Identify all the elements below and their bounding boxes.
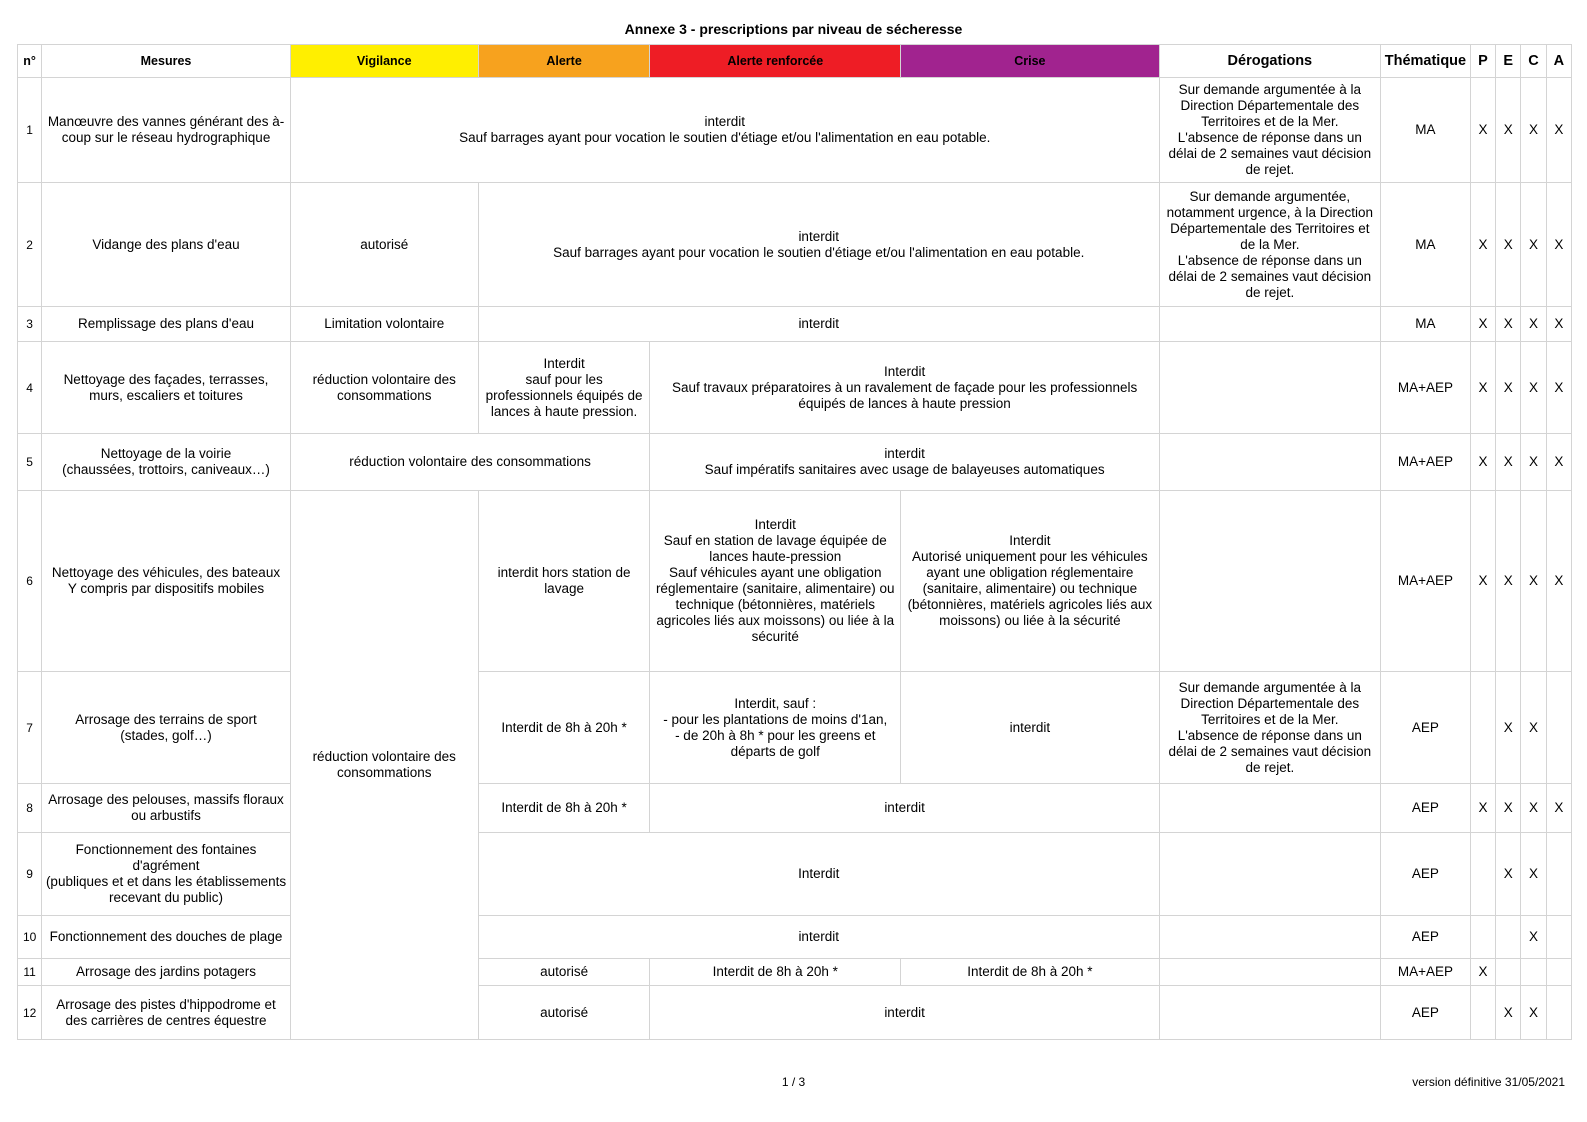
vigilance-cell: autorisé [290,183,478,307]
derogation-cell [1159,958,1380,985]
alerte-cell: Interdit sauf pour les professionnels équipés de lances à haute pression. [478,342,650,434]
thematique-cell: AEP [1380,672,1470,783]
vigilance-shared-cell: réduction volontaire des consommations [290,491,478,1040]
mesure-cell: Arrosage des pelouses, massifs floraux ou arbustifs [42,783,291,833]
c-cell: X [1521,183,1546,307]
renforcee-to-crise-cell: interdit [650,783,1159,833]
row-number: 12 [18,986,42,1040]
e-cell: X [1496,833,1521,916]
header-alerte-renforcee: Alerte renforcée [650,45,901,78]
row-number: 6 [18,491,42,672]
header-thematique: Thématique [1380,45,1470,78]
mesure-cell: Arrosage des jardins potagers [42,958,291,985]
table-row [18,958,1572,985]
derogation-cell [1159,434,1380,491]
thematique-cell: MA+AEP [1380,958,1470,985]
mesure-cell: Nettoyage de la voirie (chaussées, trottoirs, caniveaux…) [42,434,291,491]
table-row [18,306,1572,341]
thematique-cell: AEP [1380,783,1470,833]
p-cell: X [1470,491,1495,672]
crise-cell: Interdit de 8h à 20h * [901,958,1160,985]
p-cell: X [1470,434,1495,491]
e-cell: X [1496,783,1521,833]
derogation-cell [1159,491,1380,672]
derogation-cell [1159,306,1380,341]
e-cell: X [1496,342,1521,434]
prescriptions-table [17,44,1572,1040]
table-row [18,434,1572,491]
c-cell: X [1521,78,1546,183]
mesure-cell: Fonctionnement des fontaines d'agrément (publiques et et dans les établissements recevant du public) [42,833,291,916]
e-cell: X [1496,986,1521,1040]
c-cell: X [1521,986,1546,1040]
alerte-to-crise-cell: interdit [478,916,1159,959]
header-row [18,45,1572,78]
mesure-cell: Vidange des plans d'eau [42,183,291,307]
row-number: 5 [18,434,42,491]
thematique-cell: AEP [1380,916,1470,959]
e-cell [1496,958,1521,985]
e-cell [1496,916,1521,959]
document-title: Annexe 3 - prescriptions par niveau de sécheresse [624,21,963,37]
p-cell [1470,916,1495,959]
thematique-cell: AEP [1380,833,1470,916]
a-cell: X [1546,78,1571,183]
row-number: 11 [18,958,42,985]
c-cell: X [1521,916,1546,959]
p-cell: X [1470,342,1495,434]
header-mesures: Mesures [42,45,291,78]
derogation-cell: Sur demande argumentée à la Direction Départementale des Territoires et de la Mer. L'absence de réponse dans un délai de 2 semaines vaut décision de rejet. [1159,672,1380,783]
row-number: 2 [18,183,42,307]
derogation-cell: Sur demande argumentée à la Direction Départementale des Territoires et de la Mer. L'absence de réponse dans un délai de 2 semaines vaut décision de rejet. [1159,78,1380,183]
a-cell [1546,672,1571,783]
p-cell: X [1470,183,1495,307]
header-derogations: Dérogations [1159,45,1380,78]
alerte-renforcee-cell: Interdit, sauf : - pour les plantations de moins d'1an, - de 20h à 8h * pour les greens et départs de golf [650,672,901,783]
a-cell: X [1546,306,1571,341]
alerte-cell: Interdit de 8h à 20h * [478,783,650,833]
p-cell: X [1470,783,1495,833]
p-cell [1470,986,1495,1040]
c-cell: X [1521,672,1546,783]
derogation-cell: Sur demande argumentée, notamment urgence, à la Direction Départementale des Territoires et de la Mer. L'absence de réponse dans un délai de 2 semaines vaut décision de rejet. [1159,183,1380,307]
a-cell: X [1546,491,1571,672]
c-cell: X [1521,833,1546,916]
e-cell: X [1496,183,1521,307]
table-row [18,491,1572,672]
mesure-cell: Nettoyage des façades, terrasses, murs, escaliers et toitures [42,342,291,434]
header-a: A [1546,45,1571,78]
vigilance-cell: Limitation volontaire [290,306,478,341]
header-crise: Crise [901,45,1160,78]
derogation-cell [1159,833,1380,916]
table-row [18,342,1572,434]
thematique-cell: MA [1380,183,1470,307]
renforcee-to-crise-cell: interdit [650,986,1159,1040]
header-e: E [1496,45,1521,78]
row-number: 3 [18,306,42,341]
derogation-cell [1159,342,1380,434]
a-cell [1546,916,1571,959]
p-cell: X [1470,78,1495,183]
c-cell: X [1521,783,1546,833]
thematique-cell: MA+AEP [1380,342,1470,434]
table-row [18,783,1572,833]
table-row [18,78,1572,183]
vigilance-cell: réduction volontaire des consommations [290,342,478,434]
a-cell: X [1546,183,1571,307]
thematique-cell: MA+AEP [1380,434,1470,491]
alerte-renforcee-cell: Interdit de 8h à 20h * [650,958,901,985]
e-cell: X [1496,78,1521,183]
page-number: 1 / 3 [781,1075,806,1089]
renforcee-to-crise-cell: interdit Sauf impératifs sanitaires avec usage de balayeuses automatiques [650,434,1159,491]
e-cell: X [1496,306,1521,341]
thematique-cell: MA+AEP [1380,491,1470,672]
header-num: n° [18,45,42,78]
derogation-cell [1159,986,1380,1040]
alerte-to-crise-cell: Interdit [478,833,1159,916]
a-cell: X [1546,342,1571,434]
a-cell [1546,958,1571,985]
alerte-to-crise-cell: interdit Sauf barrages ayant pour vocation le soutien d'étiage et/ou l'alimentation en eau potable. [478,183,1159,307]
p-cell: X [1470,958,1495,985]
c-cell [1521,958,1546,985]
a-cell: X [1546,434,1571,491]
table-row [18,672,1572,783]
c-cell: X [1521,342,1546,434]
table-row [18,833,1572,916]
mesure-cell: Arrosage des terrains de sport (stades, golf…) [42,672,291,783]
e-cell: X [1496,672,1521,783]
e-cell: X [1496,434,1521,491]
row-number: 4 [18,342,42,434]
c-cell: X [1521,491,1546,672]
mesure-cell: Remplissage des plans d'eau [42,306,291,341]
p-cell: X [1470,306,1495,341]
row-number: 7 [18,672,42,783]
derogation-cell [1159,783,1380,833]
a-cell [1546,833,1571,916]
mesure-cell: Fonctionnement des douches de plage [42,916,291,959]
thematique-cell: MA [1380,306,1470,341]
crise-cell: Interdit Autorisé uniquement pour les véhicules ayant une obligation réglementaire (sanitaire, alimentaire) ou technique (bétonnières, matériels agricoles liés aux moissons) ou liée à la sécurité [901,491,1160,672]
renforcee-to-crise-cell: Interdit Sauf travaux préparatoires à un ravalement de façade pour les professionnels équipés de lances à haute pression [650,342,1159,434]
mesure-cell: Manœuvre des vannes générant des à-coup sur le réseau hydrographique [42,78,291,183]
alerte-cell: interdit hors station de lavage [478,491,650,672]
a-cell [1546,986,1571,1040]
table-row [18,183,1572,307]
row-number: 10 [18,916,42,959]
p-cell [1470,833,1495,916]
thematique-cell: MA [1380,78,1470,183]
table-row [18,916,1572,959]
header-c: C [1521,45,1546,78]
row-number: 9 [18,833,42,916]
alerte-cell: autorisé [478,958,650,985]
version-label: version définitive 31/05/2021 [1412,1075,1565,1089]
levels-all-cell: interdit Sauf barrages ayant pour vocation le soutien d'étiage et/ou l'alimentation en eau potable. [290,78,1159,183]
mesure-cell: Nettoyage des véhicules, des bateaux Y compris par dispositifs mobiles [42,491,291,672]
vigilance-to-alerte-cell: réduction volontaire des consommations [290,434,650,491]
c-cell: X [1521,434,1546,491]
crise-cell: interdit [901,672,1160,783]
header-alerte: Alerte [478,45,650,78]
e-cell: X [1496,491,1521,672]
alerte-to-crise-cell: interdit [478,306,1159,341]
table-row [18,986,1572,1040]
p-cell [1470,672,1495,783]
alerte-cell: autorisé [478,986,650,1040]
row-number: 1 [18,78,42,183]
alerte-renforcee-cell: Interdit Sauf en station de lavage équipée de lances haute-pression Sauf véhicules ayant une obligation réglementaire (sanitaire, alimentaire) ou technique (bétonnières, matériels agricoles liés aux moissons) ou liée à la sécurité [650,491,901,672]
thematique-cell: AEP [1380,986,1470,1040]
derogation-cell [1159,916,1380,959]
header-vigilance: Vigilance [290,45,478,78]
header-p: P [1470,45,1495,78]
mesure-cell: Arrosage des pistes d'hippodrome et des carrières de centres équestre [42,986,291,1040]
row-number: 8 [18,783,42,833]
c-cell: X [1521,306,1546,341]
a-cell: X [1546,783,1571,833]
alerte-cell: Interdit de 8h à 20h * [478,672,650,783]
